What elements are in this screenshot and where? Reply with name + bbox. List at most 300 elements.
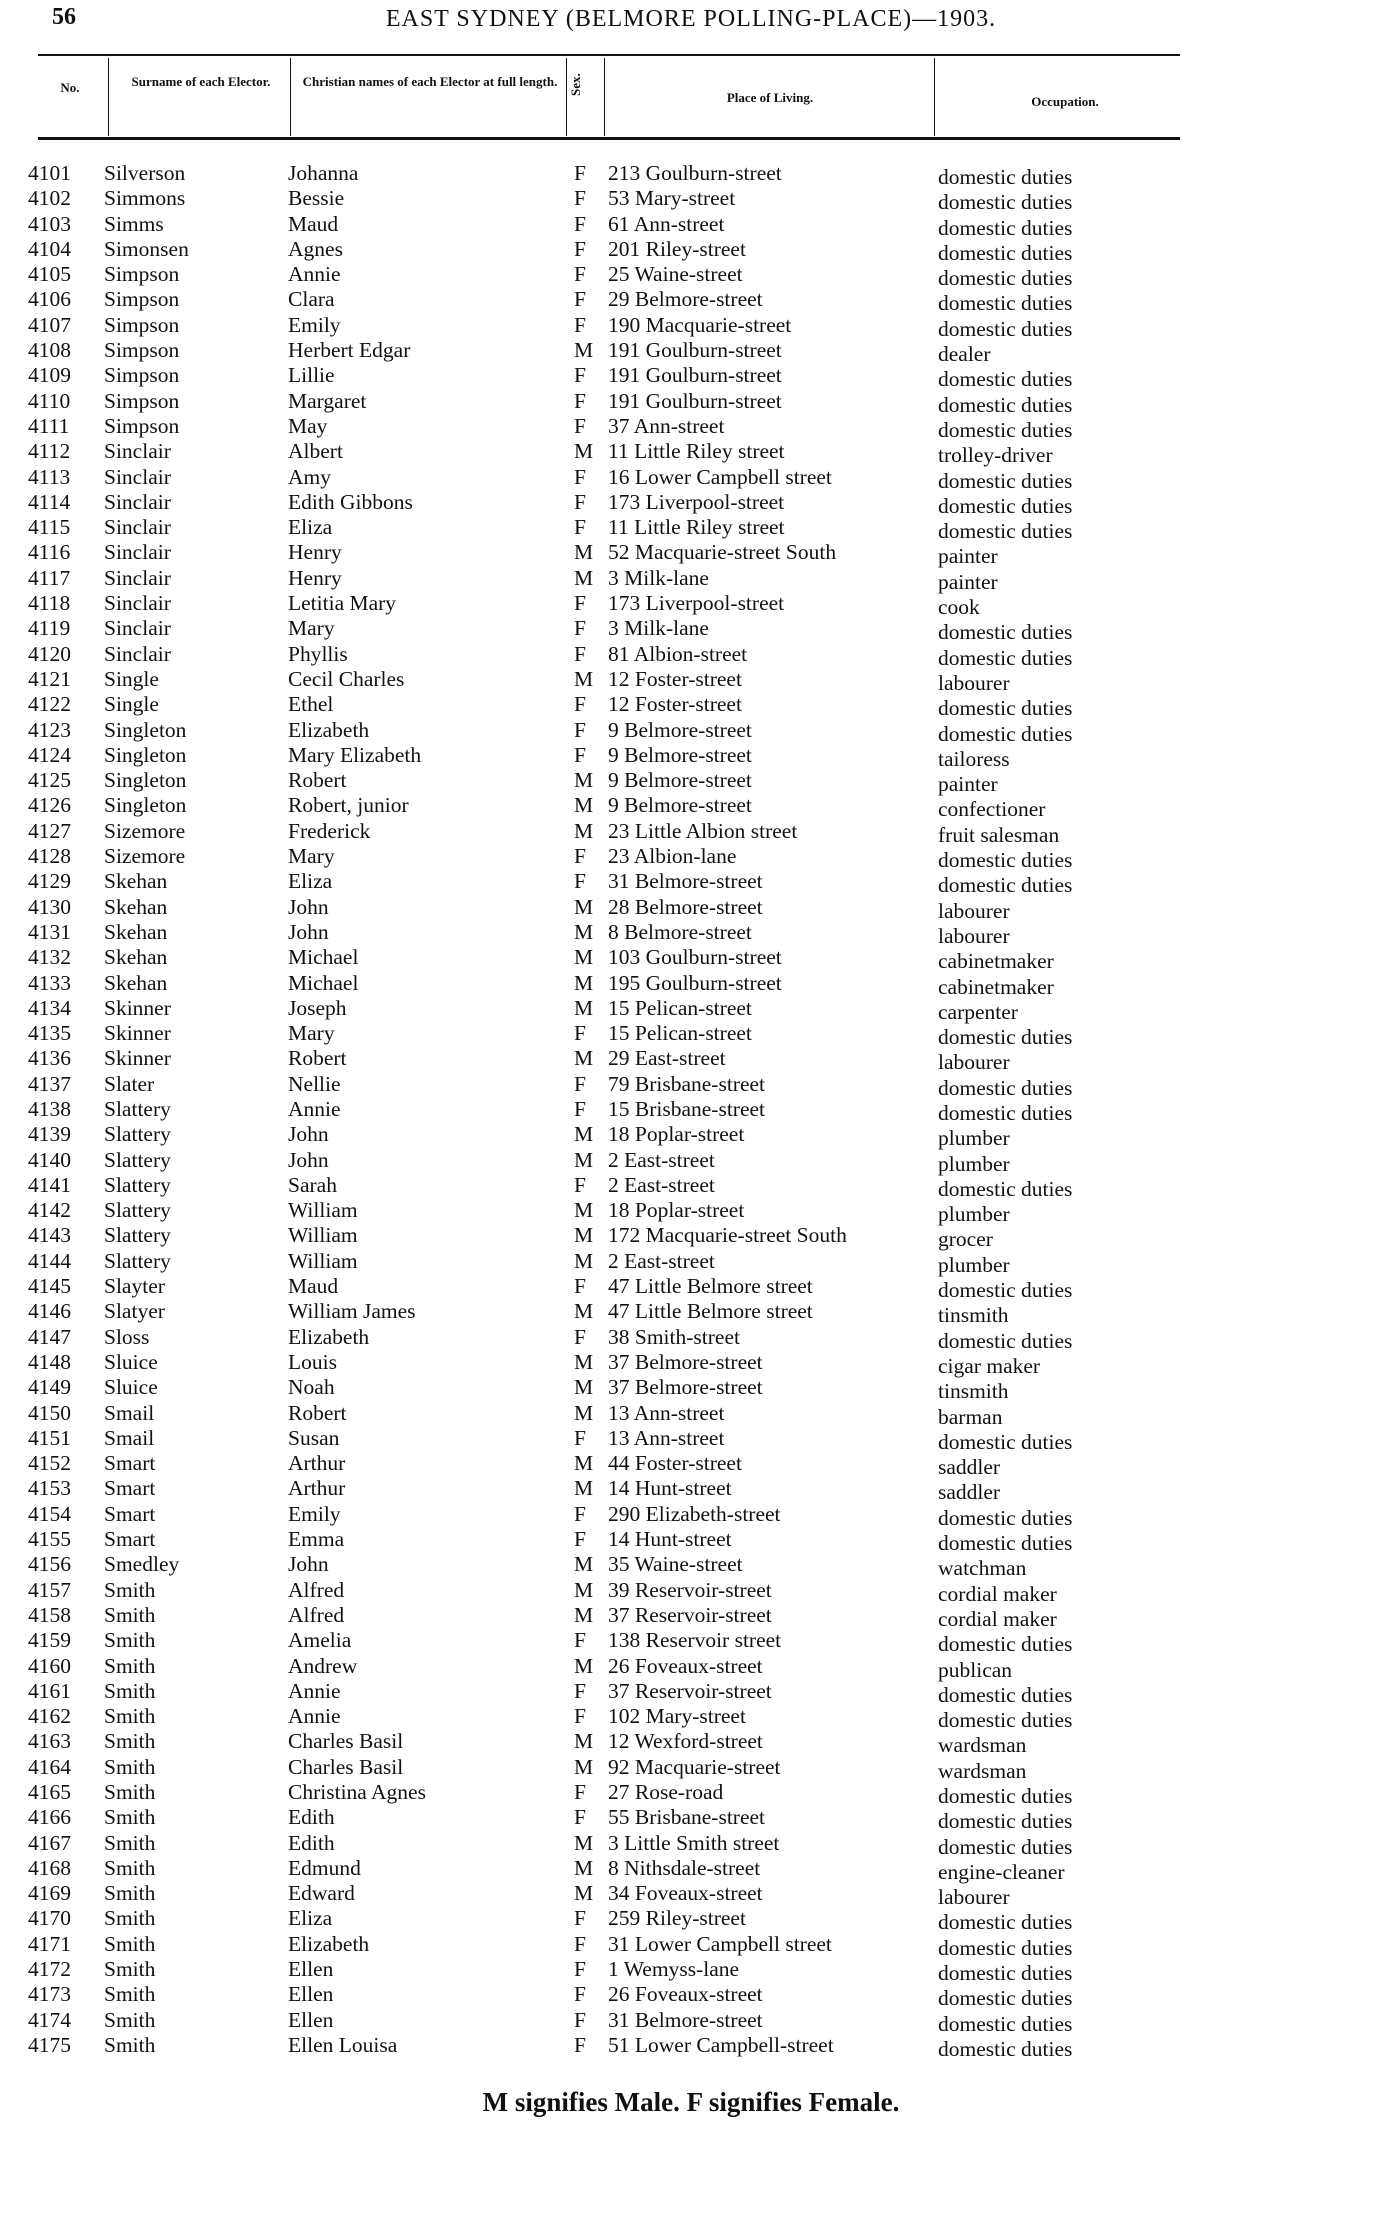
surname: Skehan: [104, 919, 168, 944]
sex: F: [574, 388, 586, 413]
surname: Skinner: [104, 995, 171, 1020]
sex: F: [574, 1172, 586, 1197]
sex: M: [574, 1248, 594, 1273]
christian-names: Eliza: [288, 1906, 333, 1931]
elector-number: 4117: [28, 565, 71, 590]
place-of-living: 15 Pelican-street: [608, 995, 752, 1020]
sex: F: [574, 515, 586, 540]
elector-number: 4105: [28, 262, 71, 287]
occupation: domestic duties: [938, 1505, 1073, 1530]
elector-number: 4101: [28, 161, 71, 185]
sex: F: [574, 1957, 586, 1982]
occupation: wardsman: [938, 1758, 1027, 1783]
occupation: domestic duties: [938, 165, 1073, 189]
christian-names: Alfred: [288, 1602, 345, 1627]
christian-names: Alfred: [288, 1577, 345, 1602]
sex: M: [574, 970, 594, 995]
table-row: [0, 464, 1382, 493]
place-of-living: 23 Little Albion street: [608, 818, 798, 843]
surname: Smail: [104, 1425, 155, 1450]
table-row: [0, 616, 1382, 645]
christian-names: Edith Gibbons: [288, 489, 413, 514]
sex: F: [574, 413, 586, 438]
christian-names: Noah: [288, 1375, 335, 1400]
occupation: painter: [938, 569, 998, 594]
occupation: wardsman: [938, 1733, 1027, 1758]
place-of-living: 29 Belmore-street: [608, 287, 763, 312]
occupation: saddler: [938, 1455, 1001, 1480]
elector-number: 4121: [28, 666, 71, 691]
place-of-living: 18 Poplar-street: [608, 1122, 745, 1147]
sex: F: [574, 1931, 586, 1956]
place-of-living: 103 Goulburn-street: [608, 945, 782, 970]
elector-number: 4127: [28, 818, 71, 843]
occupation: domestic duties: [938, 1986, 1073, 2011]
surname: Simmons: [104, 186, 186, 211]
surname: Sizemore: [104, 818, 186, 843]
table-row: [0, 363, 1382, 392]
occupation: domestic duties: [938, 2011, 1073, 2036]
christian-names: Lillie: [288, 363, 335, 388]
elector-number: 4174: [28, 2007, 71, 2032]
place-of-living: 51 Lower Campbell-street: [608, 2032, 834, 2057]
place-of-living: 11 Little Riley street: [608, 439, 785, 464]
surname: Sinclair: [104, 489, 171, 514]
occupation: engine-cleaner: [938, 1859, 1065, 1884]
occupation: domestic duties: [938, 2036, 1073, 2061]
place-of-living: 191 Goulburn-street: [608, 388, 782, 413]
elector-number: 4170: [28, 1906, 71, 1931]
place-of-living: 102 Mary-street: [608, 1704, 746, 1729]
place-of-living: 29 East-street: [608, 1046, 726, 1071]
elector-number: 4158: [28, 1602, 71, 1627]
occupation: domestic duties: [938, 1784, 1073, 1808]
sex: F: [574, 869, 586, 894]
elector-number: 4146: [28, 1299, 71, 1324]
christian-names: William: [288, 1198, 358, 1223]
place-of-living: 213 Goulburn-street: [608, 161, 782, 185]
occupation: domestic duties: [938, 392, 1073, 417]
place-of-living: 35 Waine-street: [608, 1552, 743, 1577]
table-row: [0, 1805, 1382, 1834]
place-of-living: 39 Reservoir-street: [608, 1577, 772, 1602]
surname: Sinclair: [104, 616, 171, 641]
surname: Singleton: [104, 768, 187, 793]
sex: M: [574, 1147, 594, 1172]
sex: F: [574, 464, 586, 489]
christian-names: William: [288, 1223, 358, 1248]
occupation: confectioner: [938, 797, 1046, 822]
christian-names: May: [288, 413, 328, 438]
place-of-living: 14 Hunt-street: [608, 1476, 732, 1501]
sex: F: [574, 2032, 586, 2057]
place-of-living: 14 Hunt-street: [608, 1527, 732, 1552]
table-row: [0, 439, 1382, 468]
christian-names: Ellen Louisa: [288, 2032, 398, 2057]
table-row: [0, 1501, 1382, 1530]
christian-names: John: [288, 919, 329, 944]
sex: F: [574, 641, 586, 666]
place-of-living: 191 Goulburn-street: [608, 363, 782, 388]
electors-list: [0, 161, 1382, 2061]
surname: Smith: [104, 2032, 156, 2057]
occupation: domestic duties: [938, 519, 1073, 544]
sex: F: [574, 186, 586, 211]
place-of-living: 28 Belmore-street: [608, 894, 763, 919]
sex: F: [574, 717, 586, 742]
table-row: [0, 1527, 1382, 1556]
sex: M: [574, 338, 594, 363]
elector-number: 4155: [28, 1527, 71, 1552]
sex: M: [574, 1198, 594, 1223]
sex: F: [574, 1324, 586, 1349]
table-row: [0, 1223, 1382, 1252]
christian-names: Edith: [288, 1805, 335, 1830]
table-row: [0, 666, 1382, 695]
surname: Simms: [104, 211, 164, 236]
occupation: domestic duties: [938, 1100, 1073, 1125]
christian-names: Ethel: [288, 692, 334, 717]
sex: M: [574, 1577, 594, 1602]
sex: M: [574, 1122, 594, 1147]
table-row: [0, 1451, 1382, 1480]
place-of-living: 195 Goulburn-street: [608, 970, 782, 995]
elector-number: 4139: [28, 1122, 71, 1147]
sex: M: [574, 565, 594, 590]
header-bottom-rule: [38, 137, 1180, 140]
christian-names: Robert, junior: [288, 793, 409, 818]
surname: Smith: [104, 1780, 156, 1804]
place-of-living: 259 Riley-street: [608, 1906, 746, 1931]
header-top-rule: [38, 54, 1180, 56]
occupation: domestic duties: [938, 873, 1073, 898]
sex: F: [574, 236, 586, 261]
sex: M: [574, 1299, 594, 1324]
table-row: [0, 844, 1382, 873]
table-row: [0, 1375, 1382, 1404]
table-row: [0, 591, 1382, 620]
sex: F: [574, 1906, 586, 1931]
surname: Singleton: [104, 717, 187, 742]
occupation: barman: [938, 1404, 1003, 1429]
table-row: [0, 970, 1382, 999]
sex: M: [574, 1754, 594, 1779]
surname: Sinclair: [104, 591, 171, 616]
sex: M: [574, 1223, 594, 1248]
surname: Smith: [104, 1678, 156, 1703]
occupation: labourer: [938, 923, 1010, 948]
surname: Slater: [104, 1071, 155, 1096]
christian-names: Annie: [288, 1678, 341, 1703]
occupation: cigar maker: [938, 1353, 1041, 1378]
place-of-living: 290 Elizabeth-street: [608, 1501, 781, 1526]
table-row: [0, 1274, 1382, 1303]
sex: F: [574, 1501, 586, 1526]
christian-names: Christina Agnes: [288, 1780, 426, 1804]
sex: M: [574, 1729, 594, 1754]
elector-number: 4166: [28, 1805, 71, 1830]
header-no: No.: [60, 80, 80, 95]
christian-names: Emma: [288, 1527, 345, 1552]
table-row: [0, 1046, 1382, 1075]
christian-names: Edmund: [288, 1855, 361, 1880]
place-of-living: 23 Albion-lane: [608, 844, 737, 869]
surname: Singleton: [104, 793, 187, 818]
elector-number: 4133: [28, 970, 71, 995]
place-of-living: 13 Ann-street: [608, 1425, 725, 1450]
footnote: M signifies Male. F signifies Female.: [482, 2087, 900, 2117]
sex: M: [574, 540, 594, 565]
table-row: [0, 1931, 1382, 1960]
occupation: domestic duties: [938, 291, 1073, 316]
table-row: [0, 312, 1382, 341]
place-of-living: 31 Belmore-street: [608, 869, 763, 894]
surname: Slattery: [104, 1147, 171, 1172]
sex: M: [574, 945, 594, 970]
elector-number: 4132: [28, 945, 71, 970]
christian-names: Nellie: [288, 1071, 341, 1096]
sex: M: [574, 1855, 594, 1880]
elector-number: 4109: [28, 363, 71, 388]
christian-names: Andrew: [288, 1653, 358, 1678]
table-row: [0, 1299, 1382, 1328]
occupation: carpenter: [938, 999, 1018, 1024]
place-of-living: 15 Brisbane-street: [608, 1096, 766, 1121]
table-row: [0, 919, 1382, 948]
elector-number: 4103: [28, 211, 71, 236]
occupation: painter: [938, 772, 998, 797]
table-row: [0, 161, 1382, 189]
occupation: domestic duties: [938, 1429, 1073, 1454]
sex: M: [574, 1451, 594, 1476]
elector-number: 4114: [28, 489, 71, 514]
occupation: domestic duties: [938, 620, 1073, 645]
elector-number: 4161: [28, 1678, 71, 1703]
christian-names: Robert: [288, 768, 347, 793]
place-of-living: 2 East-street: [608, 1248, 715, 1273]
place-of-living: 3 Milk-lane: [608, 616, 709, 641]
christian-names: Amy: [288, 464, 331, 489]
surname: Skehan: [104, 869, 168, 894]
christian-names: Louis: [288, 1349, 337, 1374]
sex: F: [574, 1678, 586, 1703]
occupation: domestic duties: [938, 367, 1073, 392]
occupation: tinsmith: [938, 1379, 1009, 1404]
sex: M: [574, 793, 594, 818]
table-row: [0, 1881, 1382, 1910]
elector-number: 4130: [28, 894, 71, 919]
place-of-living: 1 Wemyss-lane: [608, 1957, 740, 1982]
table-row: [0, 388, 1382, 417]
elector-number: 4142: [28, 1198, 71, 1223]
occupation: domestic duties: [938, 1910, 1073, 1935]
christian-names: Emily: [288, 312, 341, 337]
elector-number: 4137: [28, 1071, 71, 1096]
occupation: domestic duties: [938, 316, 1073, 341]
place-of-living: 47 Little Belmore street: [608, 1274, 813, 1299]
elector-number: 4167: [28, 1830, 71, 1855]
surname: Sloss: [104, 1324, 150, 1349]
occupation: plumber: [938, 1126, 1010, 1151]
christian-names: Elizabeth: [288, 1931, 370, 1956]
surname: Sizemore: [104, 844, 186, 869]
table-row: [0, 2007, 1382, 2036]
sex: F: [574, 1704, 586, 1729]
sex: M: [574, 666, 594, 691]
occupation: domestic duties: [938, 215, 1073, 240]
occupation: painter: [938, 544, 998, 569]
christian-names: Amelia: [288, 1628, 352, 1653]
place-of-living: 37 Reservoir-street: [608, 1602, 772, 1627]
header-place: Place of Living.: [726, 90, 814, 105]
elector-number: 4154: [28, 1501, 71, 1526]
occupation: tailoress: [938, 746, 1010, 771]
elector-number: 4140: [28, 1147, 71, 1172]
table-row: [0, 1957, 1382, 1986]
table-row: [0, 768, 1382, 797]
christian-names: Mary: [288, 616, 335, 641]
occupation: domestic duties: [938, 1531, 1073, 1556]
occupation: domestic duties: [938, 1834, 1073, 1859]
surname: Smith: [104, 1704, 156, 1729]
surname: Smith: [104, 1628, 156, 1653]
place-of-living: 61 Ann-street: [608, 211, 725, 236]
christian-names: Edith: [288, 1830, 335, 1855]
table-row: [0, 1830, 1382, 1859]
table-row: [0, 489, 1382, 518]
table-row: [0, 995, 1382, 1024]
christian-names: Johanna: [288, 161, 359, 185]
table-row: [0, 1906, 1382, 1935]
christian-names: Mary: [288, 844, 335, 869]
christian-names: Annie: [288, 1704, 341, 1729]
occupation: domestic duties: [938, 1809, 1073, 1834]
occupation: domestic duties: [938, 493, 1073, 518]
place-of-living: 11 Little Riley street: [608, 515, 785, 540]
occupation: cabinetmaker: [938, 974, 1054, 999]
sex: F: [574, 287, 586, 312]
table-row: [0, 1729, 1382, 1758]
christian-names: Ellen: [288, 2007, 334, 2032]
surname: Smith: [104, 1729, 156, 1754]
surname: Skinner: [104, 1046, 171, 1071]
surname: Slattery: [104, 1223, 171, 1248]
surname: Slatyer: [104, 1299, 165, 1324]
occupation: labourer: [938, 898, 1010, 923]
occupation: cordial maker: [938, 1581, 1057, 1606]
place-of-living: 9 Belmore-street: [608, 717, 752, 742]
elector-number: 4143: [28, 1223, 71, 1248]
elector-number: 4122: [28, 692, 71, 717]
place-of-living: 8 Belmore-street: [608, 919, 752, 944]
elector-number: 4135: [28, 1021, 71, 1046]
surname: Sluice: [104, 1375, 158, 1400]
sex: F: [574, 692, 586, 717]
sex: F: [574, 312, 586, 337]
sex: F: [574, 1096, 586, 1121]
occupation: domestic duties: [938, 1278, 1073, 1303]
table-row: [0, 1096, 1382, 1125]
sex: M: [574, 894, 594, 919]
sex: F: [574, 1628, 586, 1653]
elector-number: 4173: [28, 1982, 71, 2007]
place-of-living: 26 Foveaux-street: [608, 1653, 763, 1678]
surname: Smail: [104, 1400, 155, 1425]
elector-number: 4149: [28, 1375, 71, 1400]
place-of-living: 201 Riley-street: [608, 236, 746, 261]
occupation: domestic duties: [938, 721, 1073, 746]
place-of-living: 8 Nithsdale-street: [608, 1855, 761, 1880]
elector-number: 4129: [28, 869, 71, 894]
christian-names: Robert: [288, 1400, 347, 1425]
elector-number: 4119: [28, 616, 71, 641]
place-of-living: 37 Reservoir-street: [608, 1678, 772, 1703]
occupation: domestic duties: [938, 468, 1073, 493]
christian-names: Joseph: [288, 995, 347, 1020]
table-row: [0, 2032, 1382, 2061]
surname: Slattery: [104, 1096, 171, 1121]
place-of-living: 52 Macquarie-street South: [608, 540, 837, 565]
elector-number: 4152: [28, 1451, 71, 1476]
christian-names: John: [288, 1147, 329, 1172]
place-of-living: 2 East-street: [608, 1172, 715, 1197]
place-of-living: 13 Ann-street: [608, 1400, 725, 1425]
elector-number: 4134: [28, 995, 71, 1020]
christian-names: John: [288, 1122, 329, 1147]
place-of-living: 81 Albion-street: [608, 641, 748, 666]
surname: Slattery: [104, 1172, 171, 1197]
table-row: [0, 540, 1382, 569]
christian-names: Letitia Mary: [288, 591, 397, 616]
elector-number: 4156: [28, 1552, 71, 1577]
elector-number: 4126: [28, 793, 71, 818]
place-of-living: 37 Belmore-street: [608, 1349, 763, 1374]
christian-names: Charles Basil: [288, 1754, 404, 1779]
elector-number: 4124: [28, 742, 71, 767]
elector-number: 4164: [28, 1754, 71, 1779]
occupation: publican: [938, 1657, 1013, 1682]
occupation: dealer: [938, 342, 991, 367]
surname: Smart: [104, 1476, 156, 1501]
christian-names: Phyllis: [288, 641, 348, 666]
occupation: domestic duties: [938, 1682, 1073, 1707]
christian-names: William: [288, 1248, 358, 1273]
header-sex: Sex.: [568, 73, 583, 96]
christian-names: William James: [288, 1299, 416, 1324]
sex: F: [574, 1071, 586, 1096]
surname: Simonsen: [104, 236, 189, 261]
surname: Smith: [104, 1577, 156, 1602]
surname: Smith: [104, 1754, 156, 1779]
header-surname: Surname of each Elector.: [131, 74, 271, 89]
table-row: [0, 236, 1382, 265]
table-row: [0, 211, 1382, 240]
elector-number: 4165: [28, 1780, 71, 1804]
christian-names: Maud: [288, 211, 339, 236]
christian-names: Albert: [288, 439, 343, 464]
christian-names: Mary Elizabeth: [288, 742, 422, 767]
elector-number: 4162: [28, 1704, 71, 1729]
elector-number: 4113: [28, 464, 71, 489]
place-of-living: 138 Reservoir street: [608, 1628, 782, 1653]
place-of-living: 34 Foveaux-street: [608, 1881, 763, 1906]
sex: F: [574, 844, 586, 869]
sex: M: [574, 1830, 594, 1855]
christian-names: Henry: [288, 540, 342, 565]
table-row: [0, 692, 1382, 721]
surname: Sinclair: [104, 641, 171, 666]
christian-names: Michael: [288, 970, 359, 995]
